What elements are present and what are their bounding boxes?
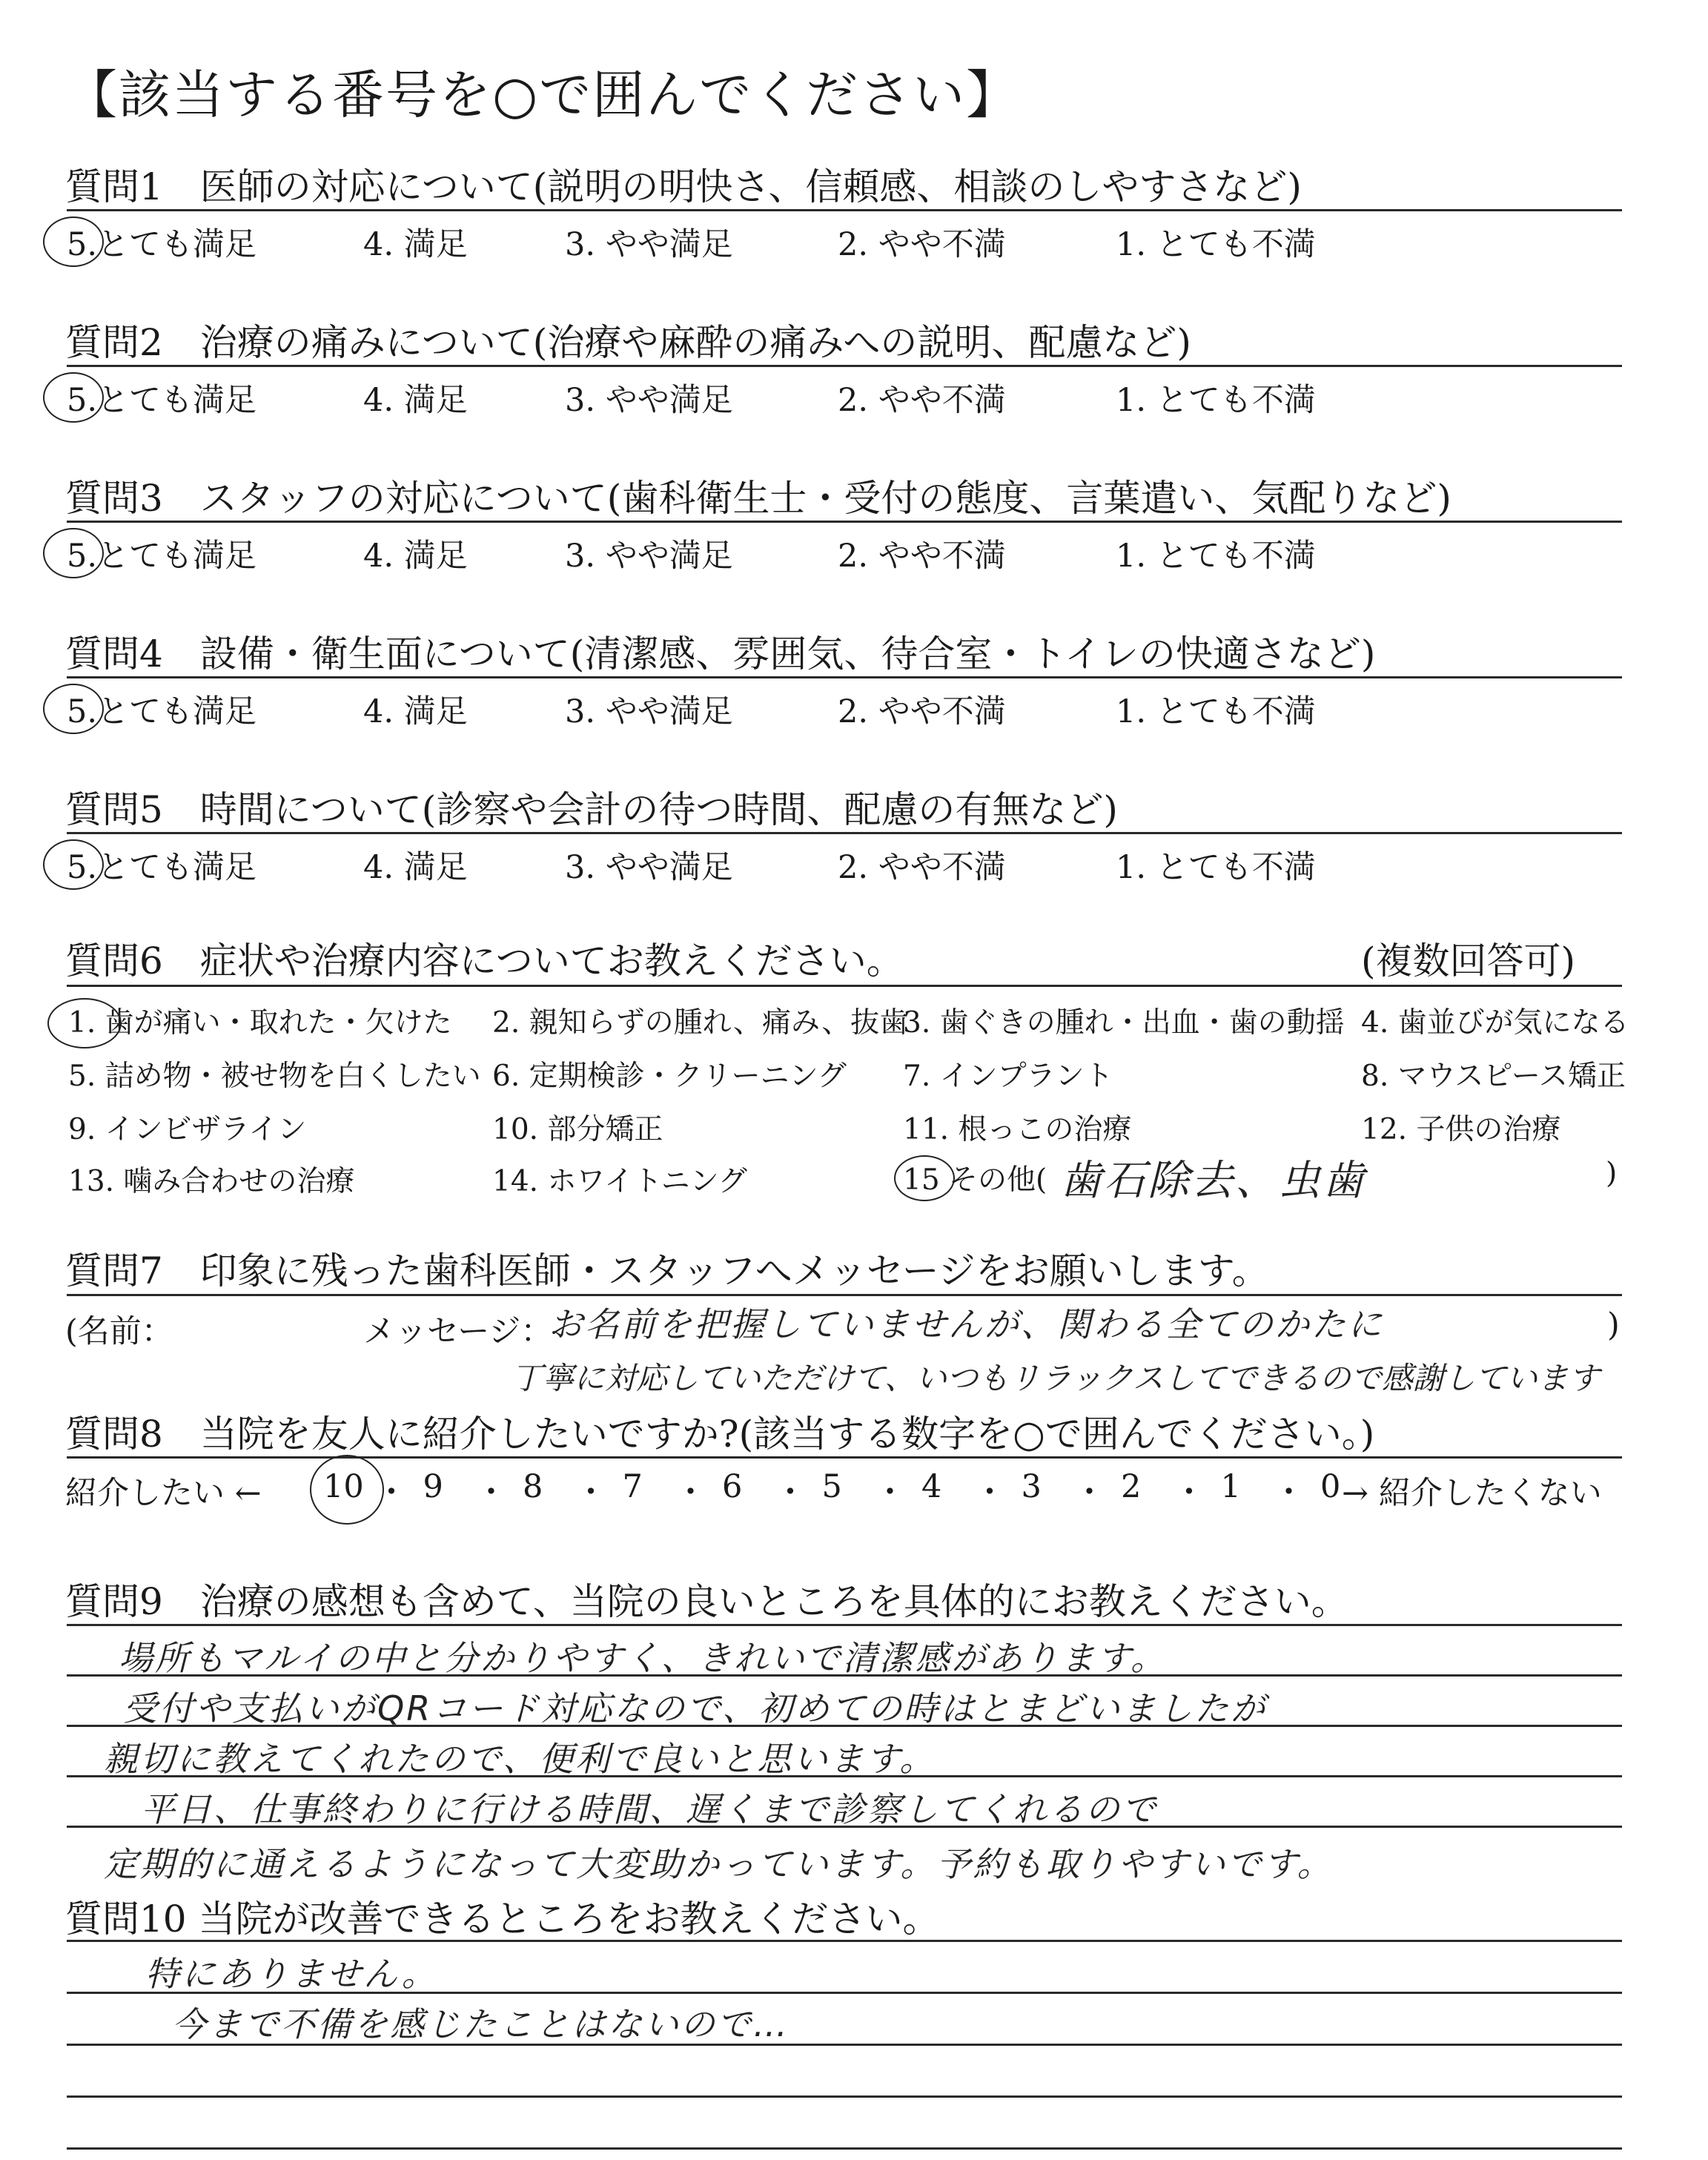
q8-scale-2[interactable]: 2 [1121,1468,1142,1505]
q8-scale-7[interactable]: 7 [622,1468,643,1505]
q6-option-5[interactable]: 5. 詰め物・被せ物を白くしたい [68,1060,481,1093]
q10-answer-line: 今まで不備を感じたことはないので… [172,2004,790,2044]
q1-circle-5 [43,217,104,267]
q3-title: 質問3 スタッフの対応について(歯科衛生士・受付の態度、言葉遣い、気配りなど) [65,477,1452,520]
q5-option-1[interactable]: 1. とても不満 [1116,849,1316,886]
q6-option-7[interactable]: 7. インプラント [903,1060,1113,1093]
q4-circle-5 [43,684,104,734]
q6-option-6[interactable]: 6. 定期検診・クリーニング [492,1060,847,1093]
q5-option-4[interactable]: 4. 満足 [363,849,468,886]
q3-rule [67,521,1622,523]
q10-title: 質問10 当院が改善できるところをお教えください。 [65,1898,940,1941]
q3-option-1[interactable]: 1. とても不満 [1116,538,1316,575]
q8-scale-separator: ・ [774,1473,807,1511]
q7-message-line1: お名前を把握していませんが、関わる全てのかたに [549,1304,1384,1344]
q1-option-3[interactable]: 3. やや満足 [565,226,733,263]
q2-option-5[interactable]: 5.とても満足 [67,382,257,419]
q6-other-text: 歯石除去、虫歯 [1060,1157,1366,1205]
q6-option-11[interactable]: 11. 根っこの治療 [903,1113,1132,1146]
q3-option-4[interactable]: 4. 満足 [363,538,468,575]
q10-answer-line: 特にありません。 [145,1954,438,1994]
q6-rule [67,985,1622,987]
q1-rule [67,209,1622,211]
q8-scale-10[interactable]: 10 [323,1468,364,1505]
q7-close: ) [1607,1307,1620,1344]
q8-circle-10 [310,1455,384,1525]
q6-option-2[interactable]: 2. 親知らずの腫れ、痛み、抜歯 [492,1006,909,1040]
q8-scale-separator: ・ [1173,1473,1205,1511]
q5-title: 質問5 時間について(診察や会計の待つ時間、配慮の有無など) [65,788,1118,831]
q8-scale-5[interactable]: 5 [821,1468,842,1505]
q2-option-3[interactable]: 3. やや満足 [565,382,733,419]
q5-circle-5 [43,839,104,890]
q1-option-2[interactable]: 2. やや不満 [838,226,1006,263]
q8-scale-3[interactable]: 3 [1021,1468,1042,1505]
q8-scale-separator: ・ [375,1473,408,1511]
q8-scale-0[interactable]: 0 [1320,1468,1341,1505]
q7-message-label: メッセージ： [363,1313,553,1350]
q6-other-close: ) [1606,1157,1618,1190]
q6-option-10[interactable]: 10. 部分矯正 [492,1113,663,1146]
q2-option-1[interactable]: 1. とても不満 [1116,382,1316,419]
q8-scale-9[interactable]: 9 [423,1468,443,1505]
q4-option-2[interactable]: 2. やや不満 [838,693,1006,730]
q8-right-label: → 紹介したくない [1342,1475,1602,1512]
q6-circle-1 [47,998,122,1048]
q8-left-label: 紹介したい ← [65,1475,262,1512]
q7-title: 質問7 印象に残った歯科医師・スタッフへメッセージをお願いします。 [65,1249,1269,1292]
q8-scale-4[interactable]: 4 [921,1468,942,1505]
q8-scale-separator: ・ [973,1473,1006,1511]
q4-option-1[interactable]: 1. とても不満 [1116,693,1316,730]
q6-option-3[interactable]: 3. 歯ぐきの腫れ・出血・歯の動揺 [903,1006,1345,1040]
q5-rule [67,832,1622,834]
q6-option-12[interactable]: 12. 子供の治療 [1361,1113,1561,1146]
q8-scale-1[interactable]: 1 [1220,1468,1241,1505]
q10-rule [67,1940,1622,1942]
q6-option-1[interactable]: 1. 歯が痛い・取れた・欠けた [68,1006,452,1040]
q1-option-1[interactable]: 1. とても不満 [1116,226,1316,263]
q6-circle-15 [894,1155,955,1201]
q7-name-label: (名前： [65,1313,173,1350]
q9-rule [67,1624,1622,1626]
q8-rule [67,1456,1622,1459]
q9-answer-line: 受付や支払いがQRコード対応なので、初めての時はとまどいましたが [123,1688,1268,1728]
q5-option-3[interactable]: 3. やや満足 [565,849,733,886]
q6-option-14[interactable]: 14. ホワイトニング [492,1165,747,1198]
q4-title: 質問4 設備・衛生面について(清潔感、雰囲気、待合室・トイレの快適さなど) [65,633,1376,676]
q7-message-line2: 丁寧に対応していただけて、いつもリラックスしてできるので感謝しています [512,1360,1600,1396]
q9-answer-line: 定期的に通えるようになって大変助かっています。予約も取りやすいです。 [104,1844,1334,1884]
q5-option-2[interactable]: 2. やや不満 [838,849,1006,886]
q8-title: 質問8 当院を友人に紹介したいですか?(該当する数字を○で囲んでください。) [65,1413,1375,1456]
q9-answer-line: 場所もマルイの中と分かりやすく、きれいで清潔感があります。 [119,1638,1168,1678]
q6-title: 質問6 症状や治療内容についてお教えください。 [65,939,904,982]
q6-option-other[interactable]: 15 その他( [903,1163,1047,1197]
q2-option-4[interactable]: 4. 満足 [363,382,468,419]
q6-option-9[interactable]: 9. インビザライン [68,1113,307,1146]
q6-option-8[interactable]: 8. マウスピース矯正 [1361,1060,1626,1093]
q9-title: 質問9 治療の感想も含めて、当院の良いところを具体的にお教えください。 [65,1580,1348,1623]
q10-rule [67,2095,1622,2098]
page-title: 【該当する番号を○で囲んでください】 [65,65,1020,125]
q2-circle-5 [43,372,104,423]
q2-rule [67,365,1622,367]
q9-answer-line: 平日、仕事終わりに行ける時間、遅くまで診察してくれるので [141,1789,1158,1829]
q2-title: 質問2 治療の痛みについて(治療や麻酔の痛みへの説明、配慮など) [65,321,1191,364]
q6-note: (複数回答可) [1361,939,1576,982]
q1-option-4[interactable]: 4. 満足 [363,226,468,263]
q8-scale-8[interactable]: 8 [523,1468,543,1505]
q3-circle-5 [43,528,104,578]
q6-option-4[interactable]: 4. 歯並びが気になる [1361,1006,1629,1040]
q2-option-2[interactable]: 2. やや不満 [838,382,1006,419]
q4-rule [67,676,1622,678]
q10-rule [67,2147,1622,2150]
q4-option-5[interactable]: 5.とても満足 [67,693,257,730]
q1-title: 質問1 医師の対応について(説明の明快さ、信頼感、相談のしやすさなど) [65,165,1302,208]
q6-option-13[interactable]: 13. 噛み合わせの治療 [68,1165,355,1198]
q8-scale-separator: ・ [1272,1473,1305,1511]
q3-option-5[interactable]: 5.とても満足 [67,538,257,575]
q9-answer-line: 親切に教えてくれたので、便利で良いと思います。 [104,1739,936,1779]
q4-option-3[interactable]: 3. やや満足 [565,693,733,730]
q3-option-2[interactable]: 2. やや不満 [838,538,1006,575]
q8-scale-separator: ・ [873,1473,907,1511]
q8-scale-separator: ・ [674,1473,707,1511]
q8-scale-separator: ・ [1073,1473,1106,1511]
q8-scale-6[interactable]: 6 [722,1468,743,1505]
q5-option-5[interactable]: 5.とても満足 [67,849,257,886]
q8-scale-separator: ・ [575,1473,607,1511]
q7-rule [67,1294,1622,1296]
q4-option-4[interactable]: 4. 満足 [363,693,468,730]
q3-option-3[interactable]: 3. やや満足 [565,538,733,575]
q8-scale-separator: ・ [474,1473,508,1511]
q1-option-5[interactable]: 5.とても満足 [67,226,257,263]
